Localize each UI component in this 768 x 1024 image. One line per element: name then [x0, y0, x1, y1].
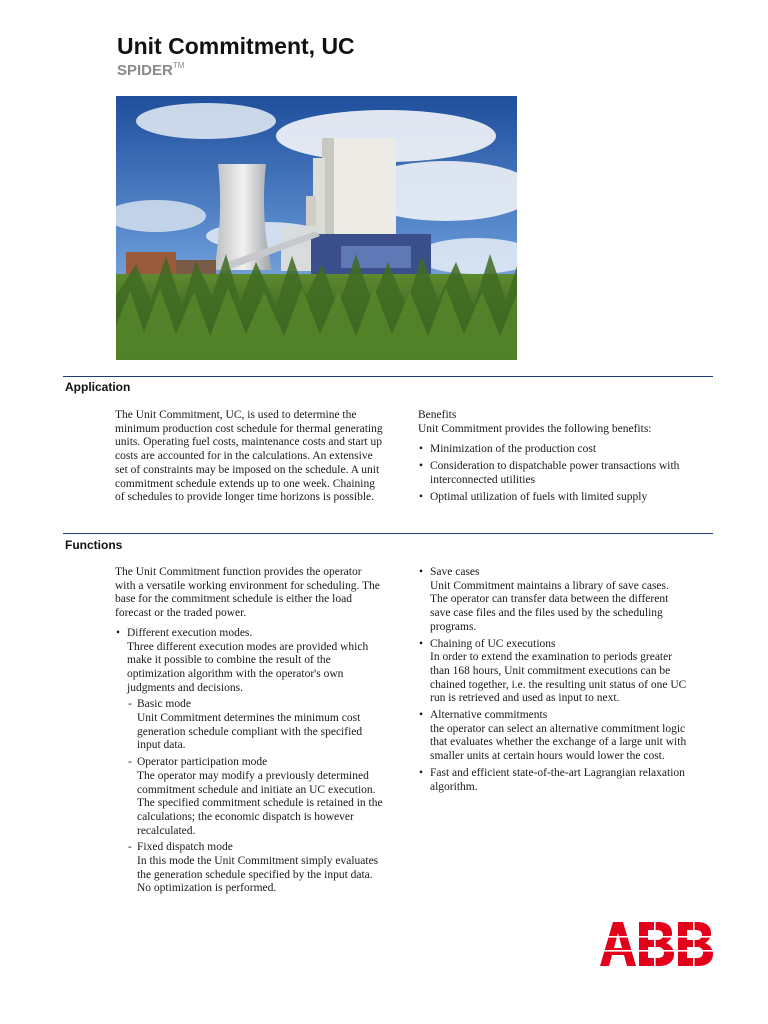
feature-alternative-commitments: • Alternative commitments the operator can select an alternative commitment logic that evaluates whether the exchange of a large unit with smaller units at certain hours would lower the cost. [418, 709, 713, 764]
benefit-item: • Consideration to dispatchable power transactions with interconnected utilities [418, 460, 713, 487]
application-line: of schedules to provide longer time horizons is possible. [115, 491, 375, 504]
benefits-title: Benefits [418, 409, 457, 421]
section-divider-application [63, 376, 713, 377]
functions-feature-list [418, 566, 713, 794]
feature-chaining: • Chaining of UC executions In order to extend the examination to periods greater than 168 hours, Unit commitment executions can be chained together, i.e. the resulting unit status of one UC run is retrieved and used as input to next. [418, 638, 713, 707]
feature-lagrangian: • Fast and efficient state-of-the-art Lagrangian relaxation algorithm. [418, 767, 713, 794]
section-divider-functions [63, 533, 713, 534]
benefit-item: • Optimal utilization of fuels with limited supply [418, 491, 713, 505]
mode-sublist [127, 698, 415, 896]
page-title: Unit Commitment, UC [117, 33, 355, 59]
mode-fixed-dispatch: - Fixed dispatch mode In this mode the Unit Commitment simply evaluates the generation schedule specified by the input data. No optimization is performed. [127, 841, 415, 896]
abb-logo [600, 922, 714, 966]
application-text [115, 409, 415, 505]
functions-left-column [115, 566, 415, 896]
application-line: minimum production cost schedule for thermal generating [115, 422, 383, 435]
benefit-item: • Minimization of the production cost [418, 443, 713, 457]
feature-save-cases: • Save cases Unit Commitment maintains a library of save cases. The operator can transfer data between the different save case files and the files used by the scheduling programs. [418, 566, 713, 635]
application-line: units. Operating fuel costs, maintenance costs and start up [115, 436, 382, 449]
functions-intro: The Unit Commitment function provides the operator with a versatile working environment for scheduling. The base for the commitment schedule is either the load forecast or the traded power. [115, 566, 380, 620]
power-plant-photo [116, 96, 517, 360]
product-name: SPIDER [117, 62, 173, 79]
application-line: set of constraints may be imposed on the schedule. A unit [115, 463, 380, 476]
application-line: costs are accounted for in the calculations. An extensive [115, 450, 373, 463]
benefits-block [418, 409, 713, 504]
benefits-list [418, 443, 713, 504]
mode-operator-participation: - Operator participation mode The operator may modify a previously determined commitment schedule and initiate an UC execution. The specified commitment schedule is retained in the calculations; the economic dispatch is however recalculated. [127, 756, 415, 838]
product-subtitle [117, 62, 184, 79]
benefits-intro: Unit Commitment provides the following benefits: [418, 422, 652, 435]
abb-logo-mark [600, 922, 714, 966]
mode-basic: - Basic mode Unit Commitment determines the minimum cost generation schedule compliant with the specified input data. [127, 698, 415, 753]
execution-modes-list [115, 627, 415, 896]
section-heading-application: Application [65, 380, 131, 394]
functions-right-column [418, 566, 713, 794]
trademark-mark: TM [172, 61, 185, 70]
application-line: commitment schedule extends up to one week. Chaining [115, 477, 375, 490]
application-line: The Unit Commitment, UC, is used to determine the [115, 409, 357, 421]
section-heading-functions: Functions [65, 538, 123, 552]
execution-modes-item: • Different execution modes. Three different execution modes are provided which make it possible to combine the result of the optimization algorithm with the operator's own judgments and decisions. - Basic mode Unit Commitment determines the minimum cost generation schedule compliant with the specified input data. - Operator participation mode The operator may modify a previously determined commitment schedule and initiate an UC execution. The specified commitment schedule is retained in the calculations; the economic dispatch is however recalculated. - Fixed dispatch mode In this mode the Unit Commitment simply evaluates the generation schedule specified by the input data. No optimization is performed. [115, 627, 415, 896]
